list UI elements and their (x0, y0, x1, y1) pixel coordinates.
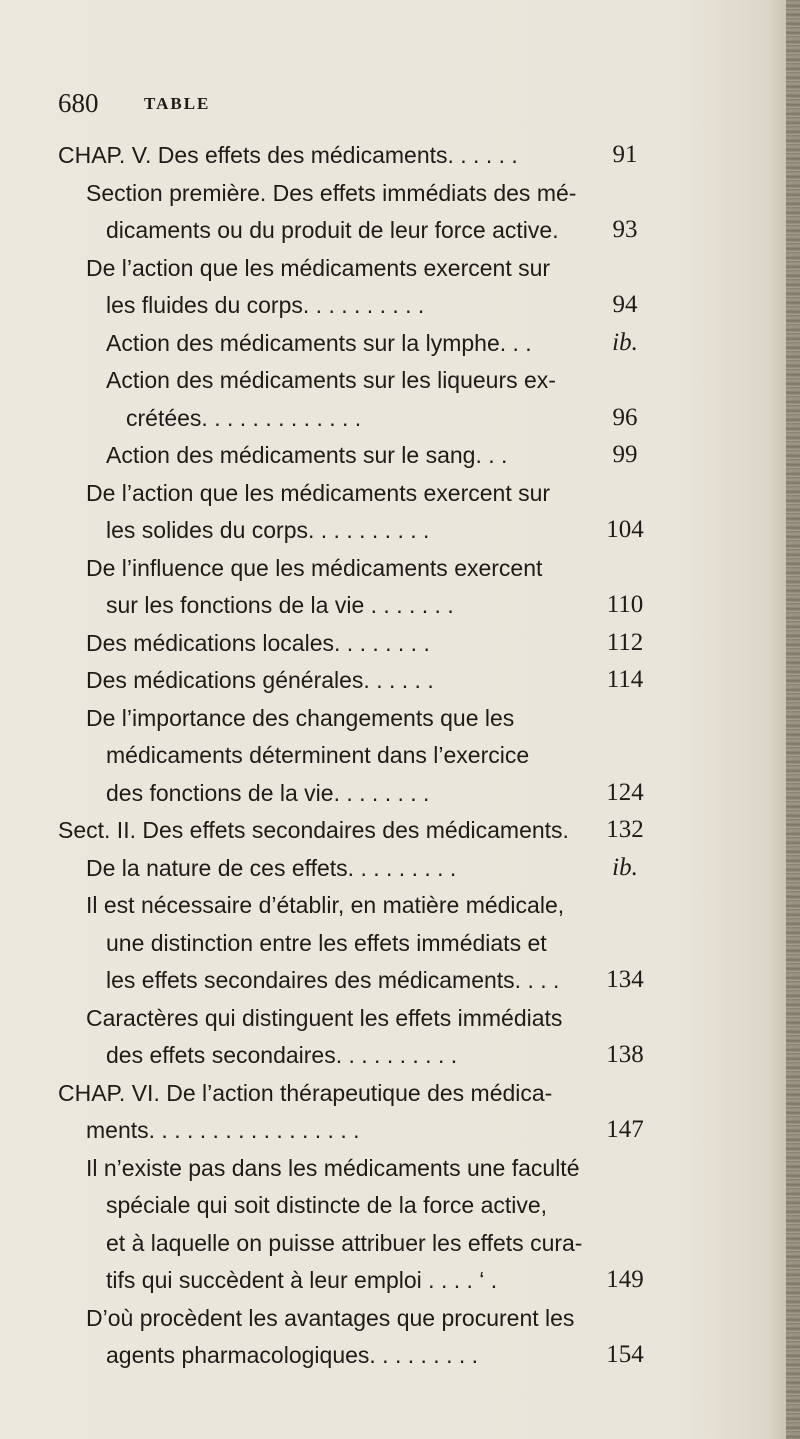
toc-entry-text: Des médications générales. . . . . . (86, 667, 434, 693)
toc-entry-page: 91 (612, 141, 638, 168)
toc-entry-text: Action des médicaments sur le sang. . . (106, 442, 508, 468)
toc-entry-page: 112 (606, 629, 644, 656)
toc-entry (0, 740, 800, 780)
toc-entry (0, 1115, 800, 1155)
toc-entry-text: et à laquelle on puisse attribuer les effets cura- (106, 1230, 583, 1256)
toc-entry (0, 928, 800, 968)
toc-entry (0, 1265, 800, 1305)
toc-entry-text: Des médications locales. . . . . . . . (86, 630, 430, 656)
toc-entry (0, 478, 800, 518)
toc-entry (0, 1003, 800, 1043)
toc-entry-text: tifs qui succèdent à leur emploi . . . . ‘ . (106, 1267, 498, 1293)
toc-entry-text: CHAP. V. Des effets des médicaments. . . . . . (58, 142, 518, 168)
toc-entry-section-2 (0, 815, 800, 855)
toc-entry (0, 365, 800, 405)
toc-entry (0, 1153, 800, 1193)
toc-entry-text: crétées. . . . . . . . . . . . . (126, 405, 362, 431)
toc-entry-text: Il est nécessaire d’établir, en matière médicale, (86, 892, 565, 918)
toc-entry-text: spéciale qui soit distincte de la force active, (106, 1192, 548, 1218)
toc-entry (0, 328, 800, 368)
page-header (58, 88, 618, 138)
toc-entry (0, 1340, 800, 1380)
toc-entry (0, 628, 800, 668)
toc-entry-chap-vi (0, 1078, 800, 1118)
toc-entry-text: Caractères qui distinguent les effets immédiats (86, 1005, 563, 1031)
toc-entry (0, 1190, 800, 1230)
toc-entry-text: des effets secondaires. . . . . . . . . . (106, 1042, 458, 1068)
toc-entry (0, 965, 800, 1005)
toc-entry-text: De l’importance des changements que les (86, 705, 515, 731)
toc-entry (0, 1040, 800, 1080)
toc-entry-page: 114 (606, 666, 644, 693)
toc-entry-text: agents pharmacologiques. . . . . . . . . (106, 1342, 479, 1368)
toc-entry (0, 703, 800, 743)
toc-entry-page: 104 (606, 516, 644, 543)
toc-entry-text: sur les fonctions de la vie . . . . . . . (106, 592, 454, 618)
toc-entry (0, 1228, 800, 1268)
toc-entry-page: 124 (606, 779, 644, 806)
toc-entry (0, 665, 800, 705)
toc-entry-page: 96 (612, 404, 638, 431)
toc-entry-page: 138 (606, 1041, 644, 1068)
toc-entry-text: les fluides du corps. . . . . . . . . . (106, 292, 425, 318)
toc-entry-text: CHAP. VI. De l’action thérapeutique des médica- (58, 1080, 553, 1106)
toc-entry-text: Action des médicaments sur la lymphe. . . (106, 330, 532, 356)
toc-entry-page: ib. (612, 854, 638, 881)
toc-entry-page: 134 (606, 966, 644, 993)
toc-entry-chap-v (0, 140, 800, 180)
toc-entry-text: les effets secondaires des médicaments. . . . (106, 967, 560, 993)
toc-entry (0, 215, 800, 255)
toc-entry (0, 403, 800, 443)
toc-entry (0, 890, 800, 930)
toc-entry-page: ib. (612, 329, 638, 356)
toc-entry-page: 149 (606, 1266, 644, 1293)
toc-entry-page: 93 (612, 216, 638, 243)
toc-entry-page: 132 (606, 816, 644, 843)
toc-entry (0, 778, 800, 818)
toc-entry (0, 440, 800, 480)
toc-entry-page: 154 (606, 1341, 644, 1368)
toc-entry-text: Il n’existe pas dans les médicaments une faculté (86, 1155, 580, 1181)
toc-entry-page: 110 (606, 591, 644, 618)
toc-entry-text: De l’influence que les médicaments exercent (86, 555, 543, 581)
toc-entry (0, 553, 800, 593)
toc-entry-page: 94 (612, 291, 638, 318)
toc-entry-text: médicaments déterminent dans l’exercice (106, 742, 530, 768)
toc-entry (0, 515, 800, 555)
toc-entry (0, 290, 800, 330)
toc-entry-page: 99 (612, 441, 638, 468)
toc-entry (0, 853, 800, 893)
toc-entry-text: De l’action que les médicaments exercent sur (86, 480, 551, 506)
toc-entry-text: D’où procèdent les avantages que procurent les (86, 1305, 575, 1331)
toc-entry (0, 253, 800, 293)
toc-entry-text: Section première. Des effets immédiats des mé- (86, 180, 577, 206)
running-title: TABLE (144, 94, 211, 113)
toc-entry-text: ments. . . . . . . . . . . . . . . . . (86, 1117, 360, 1143)
toc-entry-text: De la nature de ces effets. . . . . . . . . (86, 855, 457, 881)
toc-entry (0, 590, 800, 630)
toc-entry-section-1 (0, 178, 800, 218)
toc-entry-text: les solides du corps. . . . . . . . . . (106, 517, 430, 543)
toc-entry (0, 1303, 800, 1343)
toc-entry-text: De l’action que les médicaments exercent sur (86, 255, 551, 281)
toc-entry-text: Sect. II. Des effets secondaires des médicaments. (58, 817, 569, 843)
page-number: 680 (58, 88, 99, 118)
toc-entry-page: 147 (606, 1116, 644, 1143)
toc-entry-text: dicaments ou du produit de leur force active. (106, 217, 559, 243)
toc-entry-text: une distinction entre les effets immédiats et (106, 930, 547, 956)
toc-entry-text: Action des médicaments sur les liqueurs ex- (106, 367, 556, 393)
toc-entry-text: des fonctions de la vie. . . . . . . . (106, 780, 430, 806)
